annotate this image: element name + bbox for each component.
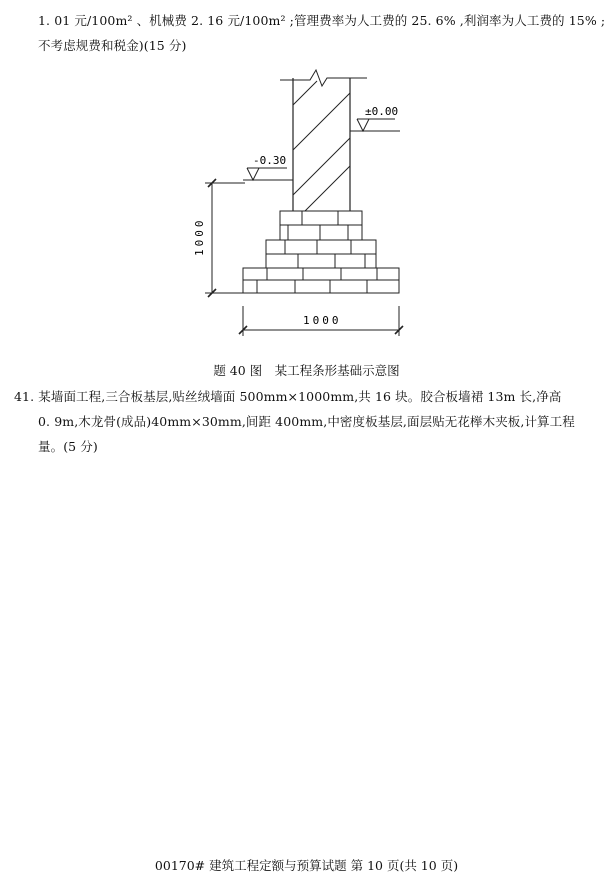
figure-caption: 题 40 图 某工程条形基础示意图 [213, 363, 400, 378]
horizontal-dimension-label: 1000 [303, 314, 342, 327]
vertical-dimension [205, 179, 245, 297]
elevation-marker-0 [350, 119, 400, 131]
wall-section [280, 70, 367, 211]
page-footer: 00170# 建筑工程定额与预算试题 第 10 页(共 10 页) [154, 858, 459, 873]
question-41-line-3: 量。(5 分) [38, 439, 98, 454]
elevation-label-minus-030: -0.30 [253, 154, 287, 167]
vertical-dimension-label: 1000 [193, 217, 206, 256]
elevation-marker-minus-030 [243, 168, 293, 180]
question-41-line-1: 41. 某墙面工程,三合板基层,贴丝绒墙面 500mm×1000mm,共 16 块。胶合板墙裙 13m 长,净高 [14, 389, 562, 404]
foundation-diagram [185, 68, 425, 343]
brick-footing [243, 211, 399, 293]
intro-line-2: 不考虑规费和税金)(15 分) [38, 38, 187, 53]
question-41-line-2: 0. 9m,木龙骨(成品)40mm×30mm,间距 400mm,中密度板基层,面层贴无花榉木夹板,计算工程 [38, 414, 575, 429]
intro-line-1: 1. 01 元/100m² 、机械费 2. 16 元/100m² ;管理费率为人工费的 25. 6% ,利润率为人工费的 15% ; [38, 13, 606, 28]
elevation-label-0: ±0.00 [365, 105, 399, 118]
